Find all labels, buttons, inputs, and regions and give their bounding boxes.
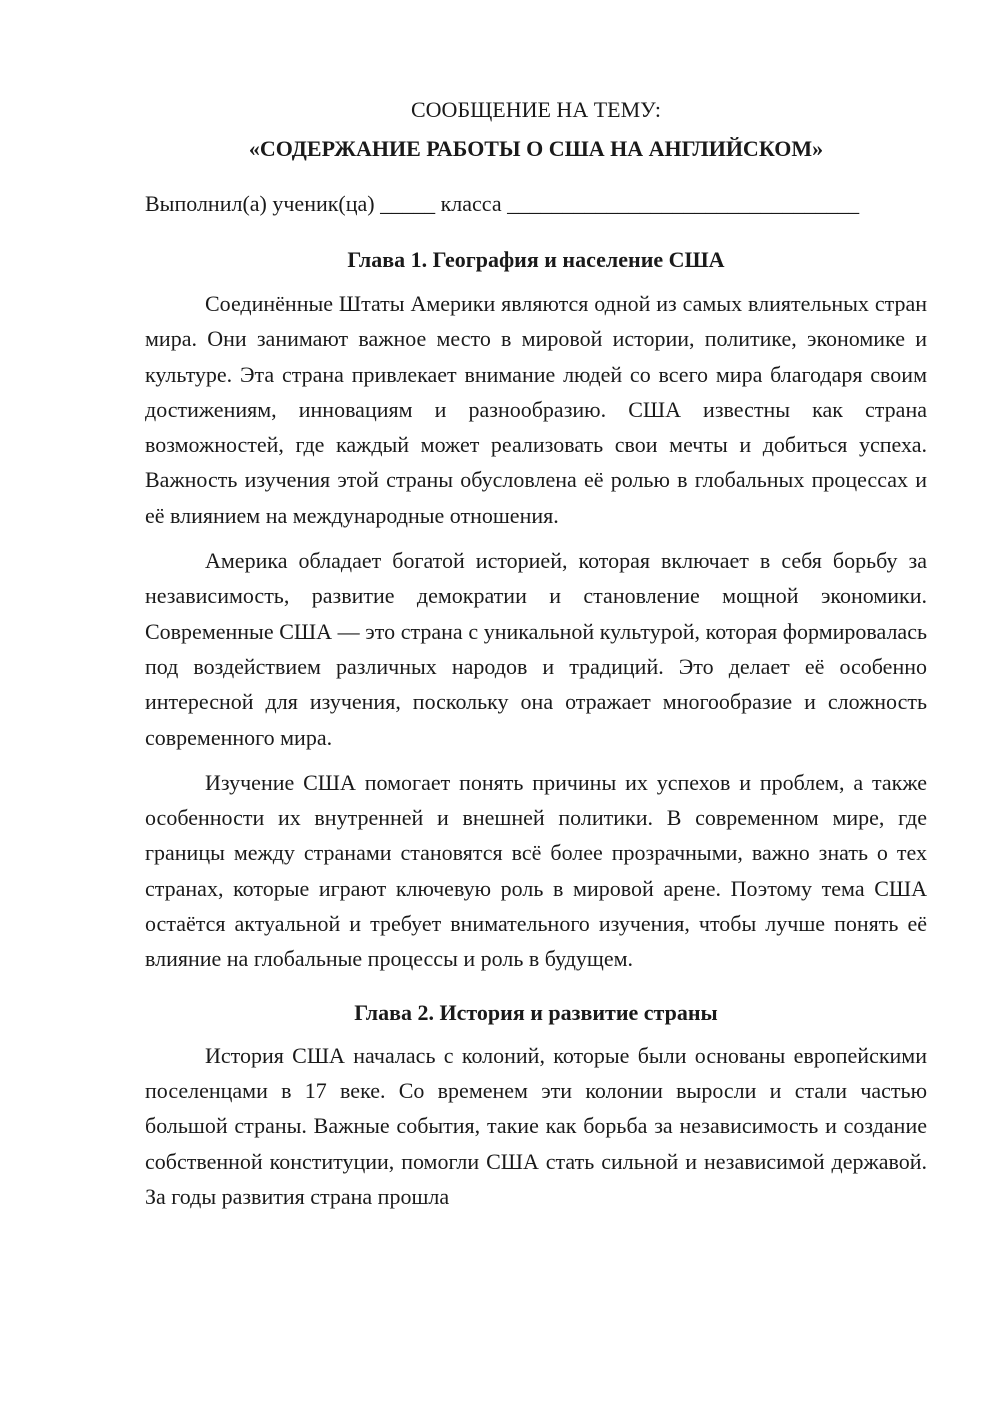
document-title-line-2: «СОДЕРЖАНИЕ РАБОТЫ О США НА АНГЛИЙСКОМ» [248,136,824,161]
author-line: Выполнил(а) ученик(ца) _____ класса ________________________________ [145,191,860,216]
chapter-1-paragraph-2: Америка обладает богатой историей, которая включает в себя борьбу за независимость, развитие демократии и становление мощной экономики. Современные США — это страна с уникальной культурой, которая формировалась под воздействием различных народов и традиций. Это делает её особенно интересной для изучения, поскольку она отражает многообразие и сложность современного мира. [145,548,927,750]
chapter-1-paragraph-3: Изучение США помогает понять причины их успехов и проблем, а также особенности их внутренней и внешней политики. В современном мире, где границы между странами становятся всё более прозрачными, важно знать о тех странах, которые играют ключевую роль в мировой арене. Поэтому тема США остаётся актуальной и требует внимательного изучения, чтобы лучше понять её влияние на глобальные процессы и роль в будущем. [145,769,927,972]
chapter-2-paragraph-1: История США началась с колоний, которые были основаны европейскими поселенцами в 17 веке. Со временем эти колонии выросли и стали частью большой страны. Важные события, такие как борьба за независимость и создание собственной конституции, помогли США стать сильной и независимой державой. За годы развития страна прошла [145,1042,927,1209]
chapter-2-heading: Глава 2. История и развитие страны [354,999,718,1025]
chapter-1-heading: Глава 1. География и население США [347,247,725,272]
chapter-1-paragraph-1: Соединённые Штаты Америки являются одной из самых влиятельных стран мира. Они занимают важное место в мировой истории, политике, экономике и культуре. Эта страна привлекает внимание людей со всего мира благодаря своим достижениям, инновациям и разнообразию. США известны как страна возможностей, где каждый может реализовать свои мечты и добиться успеха. Важность изучения этой страны обусловлена её ролью в глобальных процессах и её влиянием на международные отношения. [145,291,927,528]
document-page [145,92,927,1214]
document-title-line-1: СООБЩЕНИЕ НА ТЕМУ: [411,97,661,122]
